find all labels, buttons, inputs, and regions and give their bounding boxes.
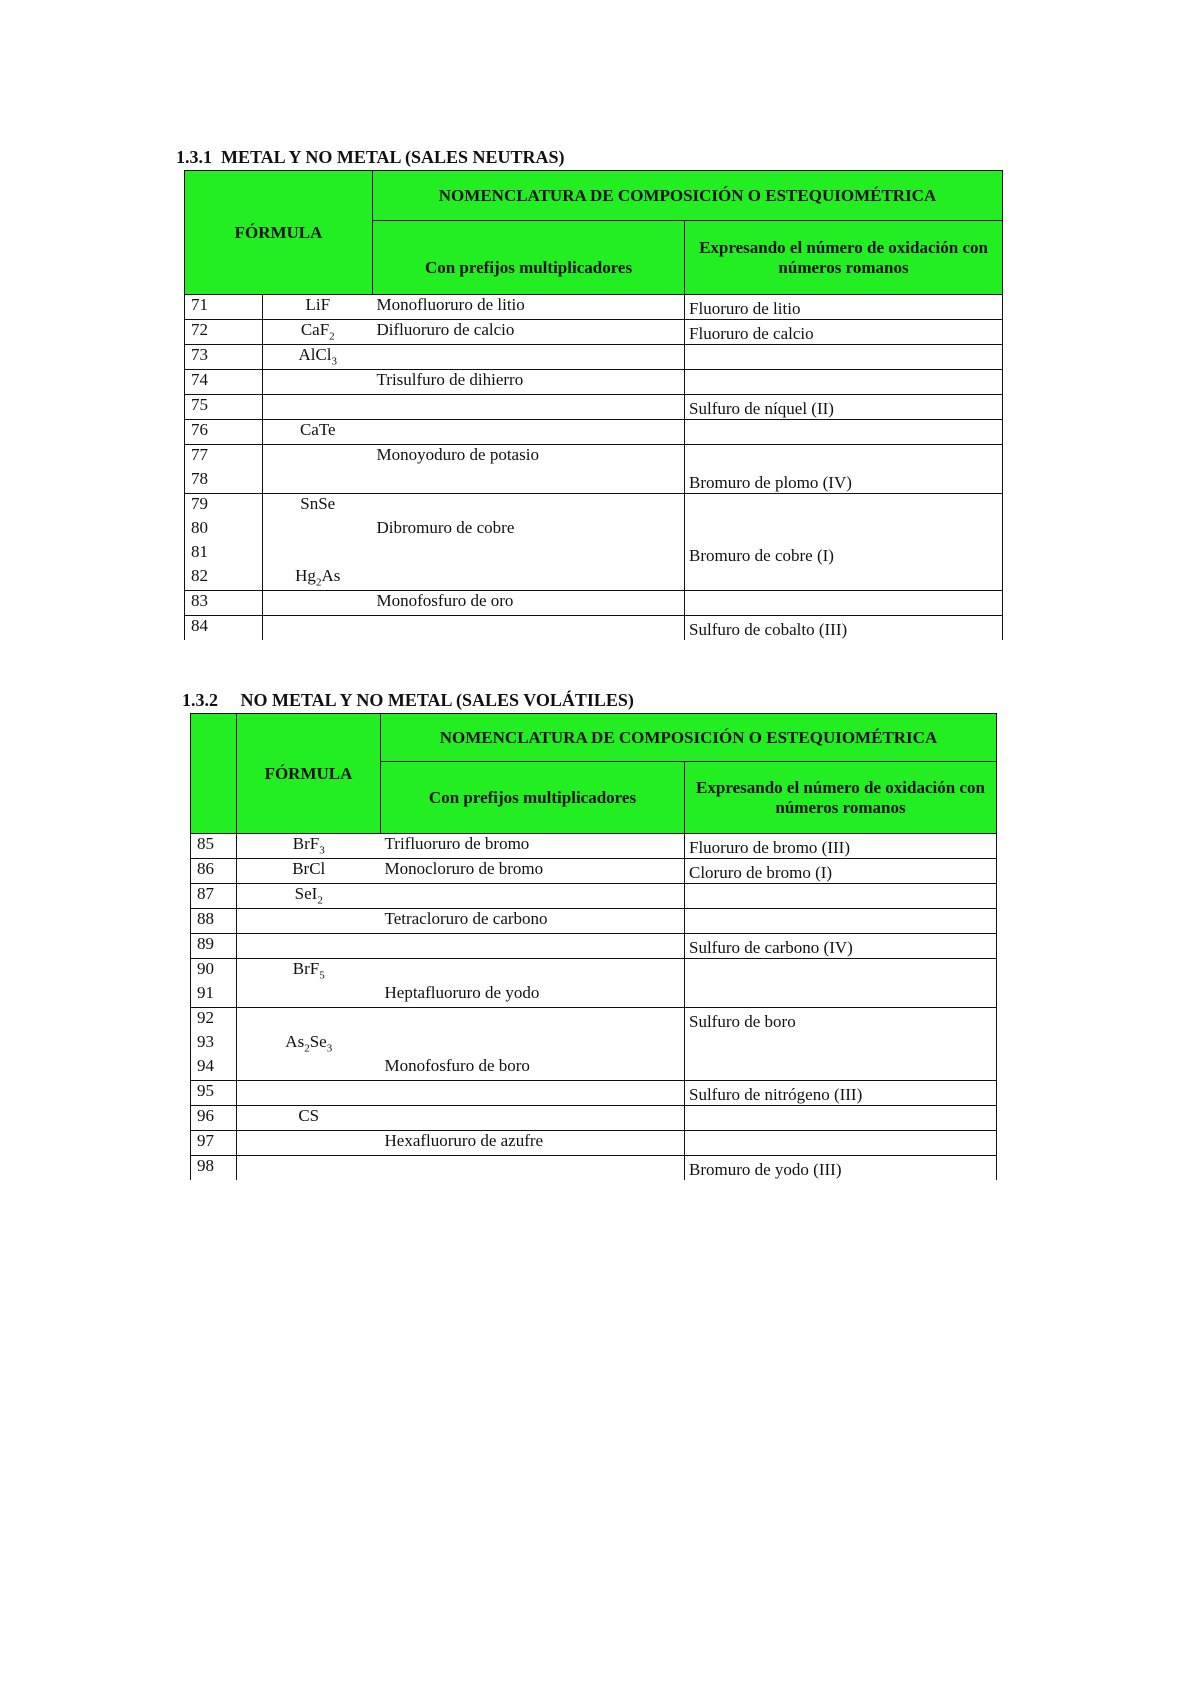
roman-name-cell: Sulfuro de carbono (IV) bbox=[685, 934, 997, 959]
formula-cell bbox=[263, 395, 373, 420]
row-number: 91 bbox=[191, 983, 237, 1008]
table-row bbox=[185, 395, 1003, 420]
roman-name-cell bbox=[685, 1032, 997, 1056]
prefix-name-cell bbox=[381, 1156, 685, 1181]
table-row bbox=[191, 934, 997, 959]
row-number: 76 bbox=[185, 420, 263, 445]
formula-cell bbox=[263, 494, 373, 519]
prefix-header: Con prefijos multiplicadores bbox=[381, 762, 685, 834]
formula-cell bbox=[263, 469, 373, 494]
row-number: 77 bbox=[185, 445, 263, 470]
roman-name-cell bbox=[685, 884, 997, 909]
formula-cell bbox=[237, 884, 381, 909]
row-number: 92 bbox=[191, 1008, 237, 1033]
row-number: 75 bbox=[185, 395, 263, 420]
formula-cell bbox=[263, 320, 373, 345]
formula-cell bbox=[237, 934, 381, 959]
formula-part: 5 bbox=[319, 969, 325, 982]
formula-part: 3 bbox=[319, 844, 325, 857]
formula-text: BrCl bbox=[292, 859, 326, 878]
prefix-name-cell: Monofosfuro de boro bbox=[381, 1056, 685, 1081]
prefix-name-cell: Monofosfuro de oro bbox=[373, 591, 685, 616]
roman-name-cell: Sulfuro de boro bbox=[685, 1008, 997, 1033]
table-row bbox=[191, 1056, 997, 1081]
table-row bbox=[185, 494, 1003, 519]
prefix-name-cell: Tetracloruro de carbono bbox=[381, 909, 685, 934]
formula-text: SnSe bbox=[300, 494, 336, 513]
prefix-name-cell bbox=[373, 395, 685, 420]
table-row bbox=[185, 616, 1003, 641]
table-body-1 bbox=[185, 295, 1003, 641]
roman-name-cell: Fluoruro de calcio bbox=[685, 320, 1003, 345]
formula-cell bbox=[237, 1106, 381, 1131]
formula-header: FÓRMULA bbox=[237, 714, 381, 834]
row-number: 83 bbox=[185, 591, 263, 616]
row-number: 96 bbox=[191, 1106, 237, 1131]
prefix-name-cell: Monofluoruro de litio bbox=[373, 295, 685, 320]
formula-header: FÓRMULA bbox=[185, 171, 373, 295]
row-number: 89 bbox=[191, 934, 237, 959]
formula-text: CaTe bbox=[299, 420, 336, 439]
prefix-name-cell: Hexafluoruro de azufre bbox=[381, 1131, 685, 1156]
prefix-name-cell bbox=[373, 494, 685, 519]
row-number: 79 bbox=[185, 494, 263, 519]
roman-name-cell bbox=[685, 566, 1003, 591]
formula-text: LiF bbox=[305, 295, 331, 314]
prefix-name-cell: Difluoruro de calcio bbox=[373, 320, 685, 345]
roman-name-cell bbox=[685, 983, 997, 1008]
roman-name-cell bbox=[685, 370, 1003, 395]
roman-name-cell bbox=[685, 420, 1003, 445]
table-row bbox=[191, 834, 997, 859]
table-row bbox=[185, 469, 1003, 494]
formula-part: 3 bbox=[331, 355, 338, 368]
nomenclature-table-1 bbox=[184, 170, 1003, 640]
formula-cell bbox=[263, 566, 373, 591]
table-row bbox=[185, 295, 1003, 320]
row-number: 90 bbox=[191, 959, 237, 984]
formula-text: As bbox=[285, 1032, 305, 1051]
prefix-name-cell bbox=[381, 1008, 685, 1033]
formula-text: BrF bbox=[292, 834, 320, 853]
roman-name-cell bbox=[685, 1106, 997, 1131]
formula-cell bbox=[237, 1156, 381, 1181]
table-row bbox=[185, 370, 1003, 395]
formula-cell bbox=[237, 909, 381, 934]
row-number: 72 bbox=[185, 320, 263, 345]
formula-cell bbox=[237, 859, 381, 884]
table-row bbox=[191, 1131, 997, 1156]
formula-part: 3 bbox=[326, 1042, 333, 1055]
formula-part: 2 bbox=[329, 330, 335, 343]
prefix-name-cell bbox=[373, 345, 685, 370]
prefix-name-cell bbox=[381, 1081, 685, 1106]
table-row bbox=[191, 959, 997, 984]
formula-cell bbox=[237, 983, 381, 1008]
row-number: 88 bbox=[191, 909, 237, 934]
table-row bbox=[191, 1156, 997, 1181]
row-number: 82 bbox=[185, 566, 263, 591]
table-row bbox=[191, 1032, 997, 1056]
table-row bbox=[185, 320, 1003, 345]
prefix-name-cell bbox=[381, 1106, 685, 1131]
row-number: 81 bbox=[185, 542, 263, 566]
formula-text: CaF bbox=[300, 320, 330, 339]
prefix-name-cell: Trisulfuro de dihierro bbox=[373, 370, 685, 395]
roman-name-cell bbox=[685, 909, 997, 934]
table-row bbox=[185, 445, 1003, 470]
roman-name-cell bbox=[685, 445, 1003, 470]
roman-name-cell: Bromuro de cobre (I) bbox=[685, 542, 1003, 566]
formula-text: Hg bbox=[295, 566, 316, 585]
formula-cell bbox=[237, 834, 381, 859]
num-header bbox=[191, 714, 237, 834]
roman-name-cell bbox=[685, 345, 1003, 370]
row-number: 93 bbox=[191, 1032, 237, 1056]
prefix-name-cell bbox=[373, 566, 685, 591]
roman-header: Expresando el número de oxidación con números romanos bbox=[685, 762, 997, 834]
nomenclature-table-2 bbox=[190, 713, 997, 1180]
row-number: 95 bbox=[191, 1081, 237, 1106]
prefix-name-cell: Heptafluoruro de yodo bbox=[381, 983, 685, 1008]
row-number: 71 bbox=[185, 295, 263, 320]
prefix-name-cell bbox=[381, 884, 685, 909]
prefix-name-cell bbox=[373, 542, 685, 566]
roman-name-cell: Cloruro de bromo (I) bbox=[685, 859, 997, 884]
roman-name-cell bbox=[685, 591, 1003, 616]
roman-name-cell: Sulfuro de nitrógeno (III) bbox=[685, 1081, 997, 1106]
formula-cell bbox=[237, 1131, 381, 1156]
row-number: 74 bbox=[185, 370, 263, 395]
formula-text: AlCl bbox=[298, 345, 332, 364]
row-number: 86 bbox=[191, 859, 237, 884]
prefix-name-cell: Dibromuro de cobre bbox=[373, 518, 685, 542]
roman-name-cell bbox=[685, 518, 1003, 542]
prefix-name-cell bbox=[373, 616, 685, 641]
roman-name-cell: Sulfuro de cobalto (III) bbox=[685, 616, 1003, 641]
formula-text: SeI bbox=[294, 884, 318, 903]
row-number: 78 bbox=[185, 469, 263, 494]
formula-cell bbox=[263, 345, 373, 370]
formula-cell bbox=[263, 542, 373, 566]
roman-header: Expresando el número de oxidación con números romanos bbox=[685, 221, 1003, 295]
prefix-name-cell bbox=[381, 959, 685, 984]
formula-cell bbox=[237, 1008, 381, 1033]
table-row bbox=[191, 983, 997, 1008]
roman-name-cell: Sulfuro de níquel (II) bbox=[685, 395, 1003, 420]
roman-name-cell bbox=[685, 1056, 997, 1081]
row-number: 87 bbox=[191, 884, 237, 909]
formula-cell bbox=[237, 1081, 381, 1106]
formula-cell bbox=[263, 370, 373, 395]
formula-cell bbox=[237, 1032, 381, 1056]
roman-name-cell bbox=[685, 959, 997, 984]
formula-part: 2 bbox=[315, 576, 322, 589]
section-title-2: 1.3.2 NO METAL Y NO METAL (SALES VOLÁTILES) bbox=[182, 690, 634, 710]
table-row bbox=[191, 1106, 997, 1131]
table-row bbox=[185, 542, 1003, 566]
formula-text: CS bbox=[298, 1106, 320, 1125]
formula-cell bbox=[237, 959, 381, 984]
roman-name-cell: Bromuro de yodo (III) bbox=[685, 1156, 997, 1181]
formula-cell bbox=[263, 591, 373, 616]
table-row bbox=[191, 1008, 997, 1033]
table-row bbox=[191, 884, 997, 909]
roman-name-cell: Fluoruro de bromo (III) bbox=[685, 834, 997, 859]
formula-cell bbox=[263, 295, 373, 320]
row-number: 98 bbox=[191, 1156, 237, 1181]
table-row bbox=[185, 345, 1003, 370]
formula-cell bbox=[263, 445, 373, 470]
prefix-name-cell: Monocloruro de bromo bbox=[381, 859, 685, 884]
formula-part: 2 bbox=[317, 894, 323, 907]
formula-part: 2 bbox=[304, 1042, 310, 1055]
row-number: 85 bbox=[191, 834, 237, 859]
row-number: 94 bbox=[191, 1056, 237, 1081]
table-row bbox=[185, 591, 1003, 616]
nomenclature-group-header: NOMENCLATURA DE COMPOSICIÓN O ESTEQUIOMÉTRICA bbox=[381, 714, 997, 762]
row-number: 84 bbox=[185, 616, 263, 641]
table-body-2 bbox=[191, 834, 997, 1181]
roman-name-cell bbox=[685, 494, 1003, 519]
roman-name-cell bbox=[685, 1131, 997, 1156]
row-number: 80 bbox=[185, 518, 263, 542]
formula-part: Se bbox=[309, 1032, 327, 1051]
row-number: 97 bbox=[191, 1131, 237, 1156]
formula-part: As bbox=[321, 566, 341, 585]
prefix-header: Con prefijos multiplicadores bbox=[373, 221, 685, 295]
formula-text: BrF bbox=[292, 959, 320, 978]
formula-cell bbox=[237, 1056, 381, 1081]
section-title-1: 1.3.1 METAL Y NO METAL (SALES NEUTRAS) bbox=[176, 147, 565, 167]
table-row bbox=[185, 518, 1003, 542]
roman-name-cell: Bromuro de plomo (IV) bbox=[685, 469, 1003, 494]
roman-name-cell: Fluoruro de litio bbox=[685, 295, 1003, 320]
prefix-name-cell bbox=[373, 420, 685, 445]
table-row bbox=[191, 909, 997, 934]
table-row bbox=[185, 566, 1003, 591]
prefix-name-cell: Monoyoduro de potasio bbox=[373, 445, 685, 470]
table-row bbox=[191, 1081, 997, 1106]
nomenclature-group-header: NOMENCLATURA DE COMPOSICIÓN O ESTEQUIOMÉTRICA bbox=[373, 171, 1003, 221]
prefix-name-cell bbox=[373, 469, 685, 494]
prefix-name-cell bbox=[381, 934, 685, 959]
table-row bbox=[191, 859, 997, 884]
formula-cell bbox=[263, 420, 373, 445]
formula-cell bbox=[263, 616, 373, 641]
prefix-name-cell: Trifluoruro de bromo bbox=[381, 834, 685, 859]
row-number: 73 bbox=[185, 345, 263, 370]
formula-cell bbox=[263, 518, 373, 542]
table-row bbox=[185, 420, 1003, 445]
prefix-name-cell bbox=[381, 1032, 685, 1056]
